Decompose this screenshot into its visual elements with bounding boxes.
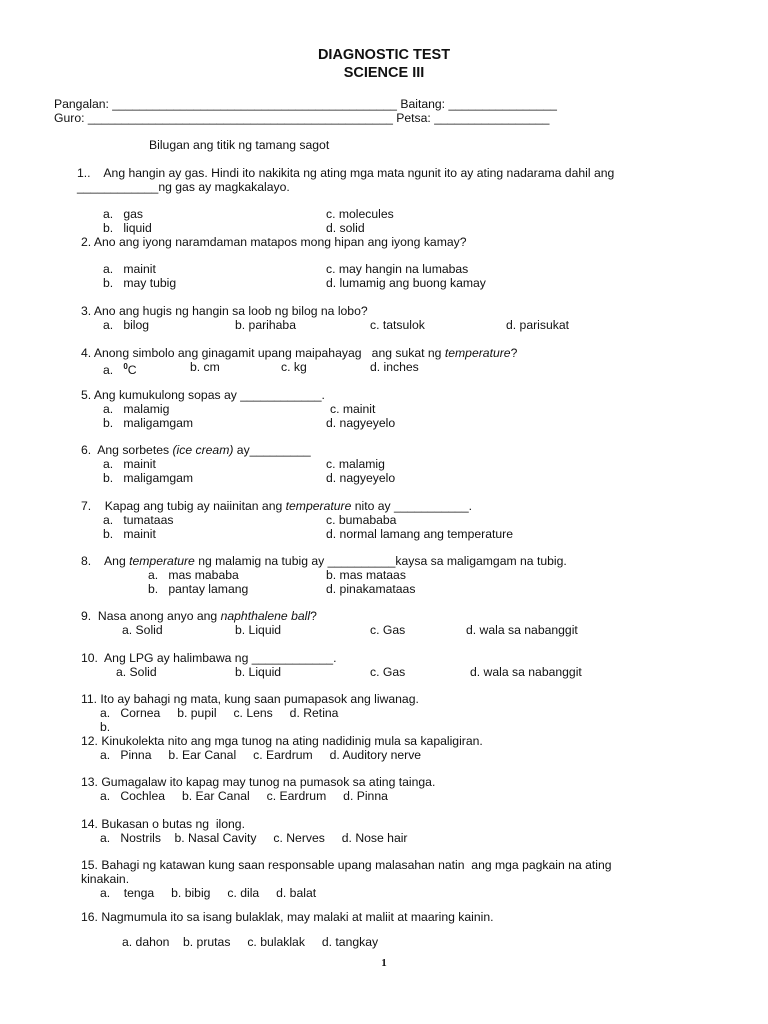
option: d. normal lamang ang temperature (326, 527, 513, 541)
option: d. nagyeyelo (326, 416, 396, 430)
option: d. wala sa nabanggit (470, 665, 582, 679)
option: c. molecules (326, 207, 394, 221)
option: b. Liquid (235, 623, 282, 637)
question-2-text: 2. Ano ang iyong naramdaman matapos mong hipan ang iyong kamay? (81, 235, 467, 249)
option: d. nagyeyelo (326, 471, 396, 485)
teacher-date-field-row: Guro: _____________________________________________ Petsa: _________________ (54, 111, 550, 125)
options-row: a. Nostrils b. Nasal Cavity c. Nerves d. Nose hair (100, 831, 408, 845)
question-3-text: 3. Ano ang hugis ng hangin sa loob ng bilog na lobo? (81, 304, 368, 318)
question-15-text-cont: kinakain. (81, 872, 130, 886)
option: a. $^0$C (103, 362, 137, 378)
option: b. cm (190, 360, 220, 374)
question-6-text: 6. Ang sorbetes (ice cream) ay_________ (81, 443, 311, 457)
option: c. malamig (326, 457, 385, 471)
question-1-text: 1.. Ang hangin ay gas. Hindi ito nakikita ng ating mga mata ngunit ito ay ating nadarama dahil ang (77, 166, 615, 180)
option: a. malamig (103, 402, 170, 416)
option: d. pinakamataas (326, 582, 416, 596)
document-subtitle: SCIENCE III (343, 65, 425, 81)
options-row: a. Cornea b. pupil c. Lens d. Retina (100, 706, 339, 720)
option: a. Solid (116, 665, 157, 679)
question-15-text: 15. Bahagi ng katawan kung saan responsable upang malasahan natin ang mga pagkain na ating (81, 858, 612, 872)
option: b. mainit (103, 527, 156, 541)
option: d. lumamig ang buong kamay (326, 276, 486, 290)
option: a. mainit (103, 457, 156, 471)
question-8-text: 8. Ang temperature ng malamig na tubig ay __________kaysa sa maligamgam na tubig. (81, 554, 567, 568)
option: a. mas mababa (148, 568, 239, 582)
option: a. mainit (103, 262, 156, 276)
option: b. liquid (103, 221, 152, 235)
option: c. bumababa (326, 513, 397, 527)
document-title: DIAGNOSTIC TEST (317, 47, 451, 63)
question-12-text: 12. Kinukolekta nito ang mga tunog na ating nadidinig mula sa kapaligiran. (81, 734, 483, 748)
options-row: a. Pinna b. Ear Canal c. Eardrum d. Auditory nerve (100, 748, 422, 762)
option: a. tumataas (103, 513, 174, 527)
option: c. Gas (370, 665, 406, 679)
option: a. bilog (103, 318, 150, 332)
question-11-text: 11. Ito ay bahagi ng mata, kung saan pumapasok ang liwanag. (81, 692, 419, 706)
question-10-text: 10. Ang LPG ay halimbawa ng ____________. (81, 651, 337, 665)
option: b. (100, 720, 111, 734)
option: b. parihaba (235, 318, 296, 332)
option: d. parisukat (506, 318, 570, 332)
option: b. mas mataas (326, 568, 406, 582)
question-14-text: 14. Bukasan o butas ng ilong. (81, 817, 245, 831)
question-4-text: 4. Anong simbolo ang ginagamit upang maipahayag ang sukat ng temperature? (81, 346, 518, 360)
option: d. wala sa nabanggit (466, 623, 578, 637)
option: a. Solid (122, 623, 163, 637)
question-5-text: 5. Ang kumukulong sopas ay ____________. (81, 388, 325, 402)
options-row: a. Cochlea b. Ear Canal c. Eardrum d. Pinna (100, 789, 388, 803)
option: b. Liquid (235, 665, 282, 679)
option: d. inches (370, 360, 419, 374)
option: c. Gas (370, 623, 406, 637)
option: c. may hangin na lumabas (326, 262, 469, 276)
question-13-text: 13. Gumagalaw ito kapag may tunog na pumasok sa ating tainga. (81, 775, 436, 789)
question-1-text-cont: ____________ng gas ay magkakalayo. (77, 180, 290, 194)
question-16-text: 16. Nagmumula ito sa isang bulaklak, may malaki at maliit at maaring kainin. (81, 910, 494, 924)
option: b. maligamgam (103, 471, 194, 485)
options-row: a. dahon b. prutas c. bulaklak d. tangkay (122, 935, 379, 949)
option: c. mainit (330, 402, 376, 416)
instruction: Bilugan ang titik ng tamang sagot (149, 138, 330, 152)
option: a. gas (103, 207, 143, 221)
option: c. kg (281, 360, 307, 374)
option: b. maligamgam (103, 416, 194, 430)
options-row: a. tenga b. bibig c. dila d. balat (100, 886, 317, 900)
option: d. solid (326, 221, 365, 235)
page-number: 1 (381, 957, 387, 969)
option: b. pantay lamang (148, 582, 249, 596)
option: b. may tubig (103, 276, 177, 290)
question-7-text: 7. Kapag ang tubig ay naiinitan ang temperature nito ay ___________. (81, 499, 472, 513)
name-grade-field-row: Pangalan: __________________________________________ Baitang: ________________ (54, 97, 557, 111)
option: c. tatsulok (370, 318, 425, 332)
question-9-text: 9. Nasa anong anyo ang naphthalene ball? (81, 609, 317, 623)
